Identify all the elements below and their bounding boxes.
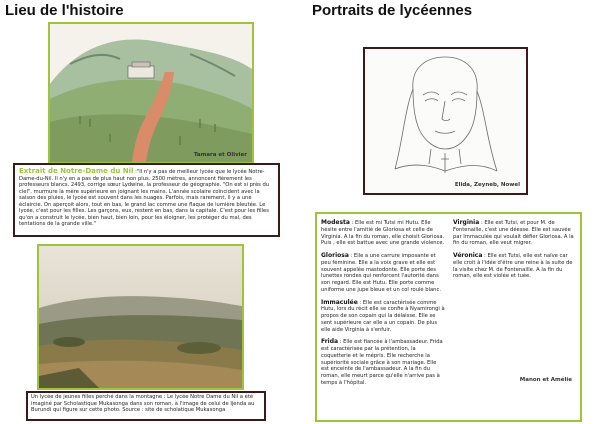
landscape-drawing-frame [48, 22, 254, 164]
portraits-box [315, 212, 582, 422]
left-heading: Lieu de l'histoire [5, 2, 124, 19]
portraits-col-left [321, 219, 445, 392]
right-heading: Portraits de lycéennes [312, 2, 473, 19]
landscape-photo-frame [37, 244, 244, 390]
bio-veronica: Véronica : Elle est Tutsi, elle est naïve car elle croit à l'idée d'être une reine à la suite de la visite chez M. de Fontenaille. A la fin du roman, elle est violée et tuée. [453, 252, 573, 280]
bio-immaculee: Immaculée : Elle est caractérisée comme Hutu, lors du récit elle se confie à Nyamirongi à propos de son copain qui la délaisse. Elle se sent supérieure car elle a un copain. De plus elle aide Virginia à s'enfuir. [321, 298, 445, 333]
extract-text-block [19, 167, 274, 228]
portrait-credit: Elida, Zeyneb, Nowel [454, 182, 520, 188]
photo-caption-box [26, 391, 266, 421]
drawing-credit: Tamara et Olivier [193, 152, 247, 158]
extract-box [13, 163, 280, 237]
bio-virginia: Virginia : Elle est Tutsi, et pour M. de Fontenaille, c'est une déesse. Elle est sauvée par Immaculée qui voulait défier Gloriosa. A la fin du roman, elle veut migrer. [453, 219, 574, 247]
portraits-col-right [453, 219, 577, 285]
portrait-sketch [365, 49, 526, 193]
bio-gloriosa: Gloriosa : Elle a une carrure imposante et peu féminine. Elle a la voix grave et elle est souvent appelée mastodonte. Elle porte des lunettes rondes qui renforcent l'autorité dans son regard. Elle est Hutu. Elle porte comme uniforme une jupe bleue et un col roulé blanc. [321, 252, 441, 293]
extract-text: :"Il n'y a pas de meilleur lycée que le lycée Notre-Dame-du-Nil. Il n'y en a pas de plus haut non plus. 2500 mètres, annoncent fièrement les professeurs blancs. 2493, corrige sœur Lydwine, la professeur de géographie. "On est si près du ciel", murmure la mère supérieure en joignant les mains. L'année scolaire coïncident avec la saison des pluies, le lycée est souvent dans les nuages. Parfois, mais rarement, il y a une éclaircie. On aperçoit alors, tout en bas, le grand lac comme une flaque de lumière bleutée. Le lycée, c'est pour les filles. Les garçons, eux, restent en bas, dans la capitale. C'est pour les filles qu'on a construit le lycée, bien haut, bien loin, pour les éloigner, les protéger du mal, des tentations de la grande ville." [19, 169, 270, 228]
bio-frida: Frida : Elle est fiancée à l'ambassadeur. Frida est caractérisée par la prétention, la coquetterie et le mépris. Elle recherche la supériorité sociale grâce à son mariage. Elle est enceinte de l'ambassadeur. A la fin du roman, elle meurt parce qu'elle n'arrive pas à temps à l'hôpital. [321, 338, 443, 386]
extract-title: Extrait de Notre-Dame du Nil [19, 167, 134, 175]
portrait-sketch-frame [363, 47, 528, 195]
portraits-credit: Manon et Amélie [519, 377, 572, 383]
bio-modesta: Modesta : Elle est mi Tutsi mi Hutu. Elle hésite entre l'amitié de Gloriosa et celle de Virginia. A la fin du roman, elle choisit Gloriosa. Puis , elle est battue avec une grande violence. [321, 219, 445, 247]
photo-caption: Un lycée de jeunes filles perché dans la montagne : Le lycée Notre Dame du Nil a été imaginé par Scholastique Mukasonga dans son roman, à l'image de celui de Ijenda au Burundi qui figure sur cette photo. Source : site de scholatique Mukasonga [31, 394, 255, 413]
landscape-photo [39, 246, 242, 388]
landscape-drawing [50, 24, 252, 162]
